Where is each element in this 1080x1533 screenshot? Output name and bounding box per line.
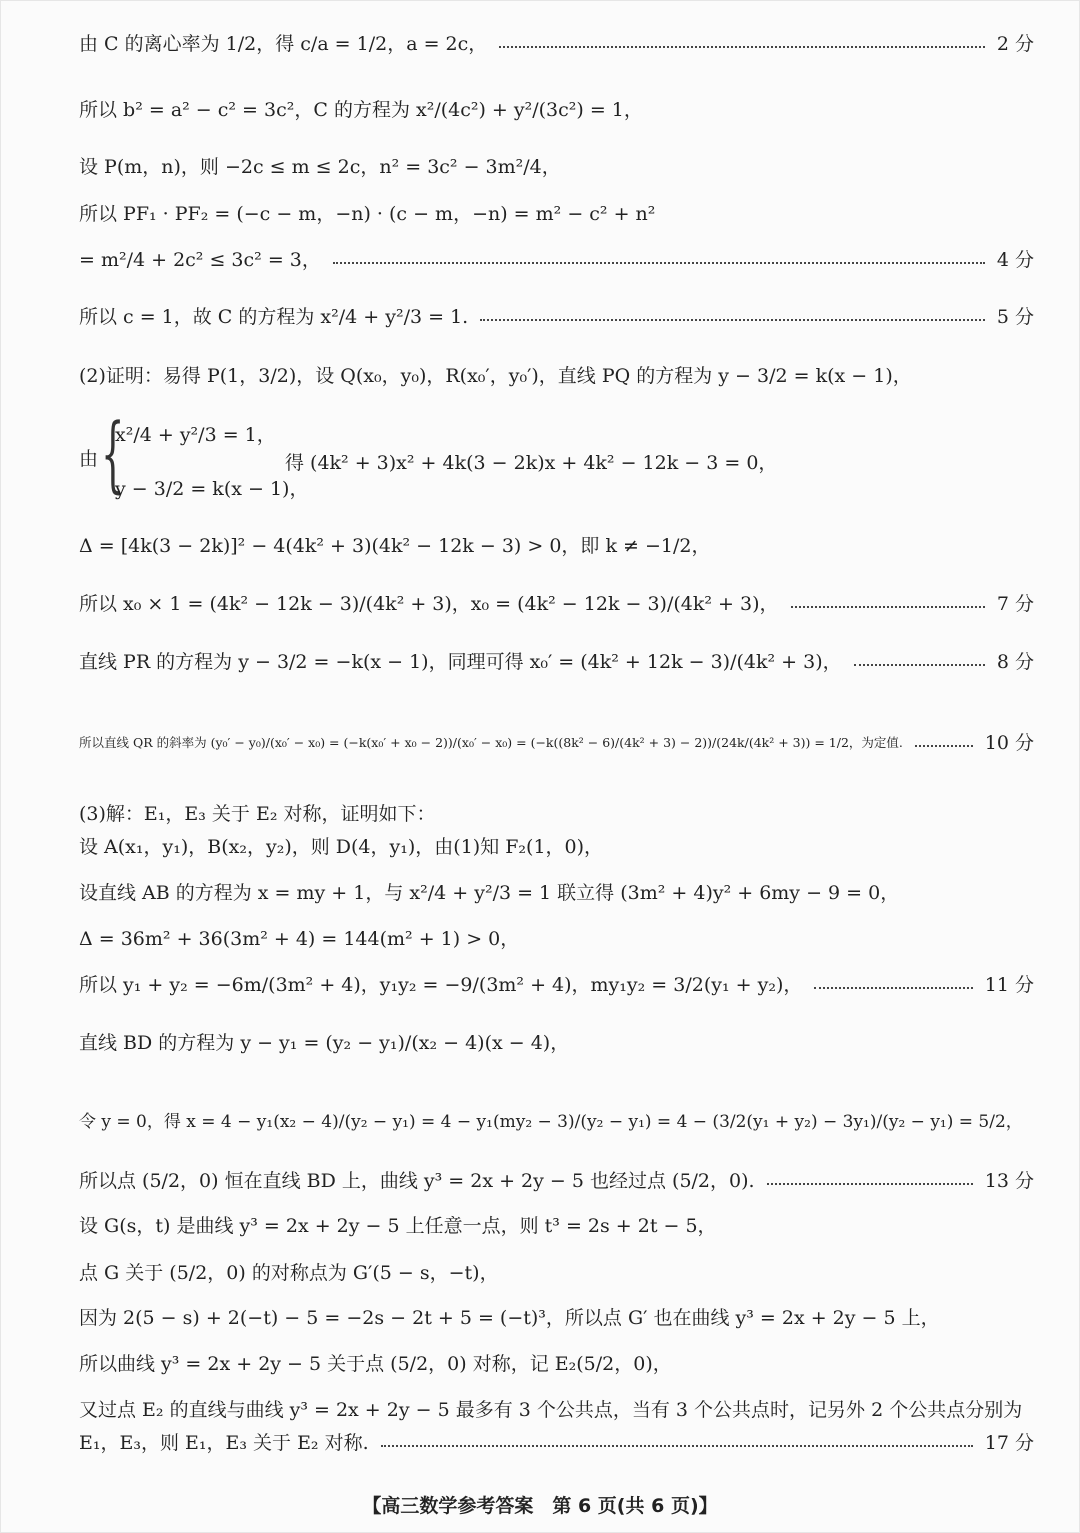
line-8 [79,533,1034,559]
score-mark: 5 分 [996,306,1034,328]
line-text: Δ = [4k(3 − 2k)]² − 4(4k² + 3)(4k² − 12k − 3) > 0，即 k ≠ −1/2， [79,535,711,557]
line-15 [79,926,1034,952]
score-mark: 4 分 [996,249,1034,271]
dot-leader [791,606,985,608]
line-text: 所以曲线 y³ = 2x + 2y − 5 关于点 (5/2，0) 对称，记 E₂(5/2，0)， [79,1353,672,1375]
dot-leader [814,987,972,989]
score-mark: 10 分 [984,732,1034,754]
line-text: 所以直线 QR 的斜率为 (y₀′ − y₀)/(x₀′ − x₀) = (−k(x₀′ + x₀ − 2))/(x₀′ − x₀) = (−k((8k² − 6)/(4k² + 3) − 2))/(24k/(4k² + 3)) = 1/2，为定值. [79,735,903,750]
dot-leader [499,46,985,48]
line-text: 设 G(s，t) 是曲线 y³ = 2x + 2y − 5 上任意一点，则 t³ = 2s + 2t − 5， [79,1215,717,1237]
line-4 [79,201,1034,227]
dot-leader [767,1183,973,1185]
line-text: 由 C 的离心率为 1/2，得 c/a = 1/2，a = 2c， [79,33,488,55]
left-brace: { [101,407,125,502]
line-text: 设 P(m，n)，则 −2c ≤ m ≤ 2c，n² = 3c² − 3m²/4， [79,156,561,178]
line-3 [79,154,1034,180]
line-text: 直线 BD 的方程为 y − y₁ = (y₂ − y₁)/(x₂ − 4)(x − 4)， [79,1032,570,1054]
system-prefix: 由 [79,448,99,470]
line-6 [79,304,1034,330]
line-12 [79,801,1034,827]
score-mark: 7 分 [996,593,1034,615]
dot-leader [854,664,985,666]
line-text: Δ = 36m² + 36(3m² + 4) = 144(m² + 1) > 0， [79,928,520,950]
line-text: 因为 2(5 − s) + 2(−t) − 5 = −2s − 2t + 5 = (−t)³，所以点 G′ 也在曲线 y³ = 2x + 2y − 5 上， [79,1307,940,1329]
page-footer: 【高三数学参考答案 第 6 页(共 6 页)】 [362,1495,718,1517]
line-text: (2)证明：易得 P(1，3/2)，设 Q(x₀，y₀)，R(x₀′，y₀′)，直线 PQ 的方程为 y − 3/2 = k(x − 1)， [79,365,912,387]
line-14 [79,880,1034,906]
dot-leader [480,319,985,321]
line-24 [79,1397,1034,1423]
score-mark: 13 分 [984,1170,1034,1192]
score-mark: 17 分 [984,1432,1034,1454]
equation-system [79,406,979,506]
line-text: 设直线 AB 的方程为 x = my + 1，与 x²/4 + y²/3 = 1 联立得 (3m² + 4)y² + 6my − 9 = 0， [79,882,900,904]
dot-leader [333,262,985,264]
line-text: 直线 PR 的方程为 y − 3/2 = −k(x − 1)，同理可得 x₀′ = (4k² + 12k − 3)/(4k² + 3)， [79,651,842,673]
line-text: 又过点 E₂ 的直线与曲线 y³ = 2x + 2y − 5 最多有 3 个公共点，当有 3 个公共点时，记另外 2 个公共点分别为 [79,1399,1023,1421]
score-mark: 2 分 [996,33,1034,55]
line-11 [79,730,1034,756]
line-text: 所以 x₀ × 1 = (4k² − 12k − 3)/(4k² + 3)，x₀ = (4k² − 12k − 3)/(4k² + 3)， [79,593,779,615]
line-18 [79,1109,1034,1135]
line-text: 所以 PF₁ · PF₂ = (−c − m，−n) · (c − m，−n) = m² − c² + n² [79,203,656,225]
line-7 [79,363,1034,389]
line-text: (3)解：E₁，E₃ 关于 E₂ 对称，证明如下： [79,803,436,825]
line-25 [79,1430,1034,1456]
line-9 [79,591,1034,617]
line-text: E₁，E₃，则 E₁，E₃ 关于 E₂ 对称. [79,1432,369,1454]
line-text: 设 A(x₁，y₁)，B(x₂，y₂)，则 D(4，y₁)，由(1)知 F₂(1，0)， [79,836,604,858]
line-1 [79,31,1034,57]
line-10 [79,649,1034,675]
system-row-1: x²/4 + y²/3 = 1， [115,424,276,446]
line-22 [79,1305,1034,1331]
line-20 [79,1213,1034,1239]
dot-leader [381,1445,973,1447]
system-result: 得 (4k² + 3)x² + 4k(3 − 2k)x + 4k² − 12k − 3 = 0， [285,452,778,474]
line-text: 所以 b² = a² − c² = 3c²，C 的方程为 x²/(4c²) + y²/(3c²) = 1， [79,99,643,121]
line-16 [79,972,1034,998]
score-mark: 8 分 [996,651,1034,673]
line-text: 令 y = 0，得 x = 4 − y₁(x₂ − 4)/(y₂ − y₁) = 4 − y₁(my₂ − 3)/(y₂ − y₁) = 4 − (3/2(y₁ + y₂) − 3y₁)/(y₂ − y₁) = 5/2， [79,1112,1023,1132]
line-2 [79,97,1034,123]
line-text: = m²/4 + 2c² ≤ 3c² = 3， [79,249,321,271]
line-19 [79,1168,1034,1194]
line-text: 所以点 (5/2，0) 恒在直线 BD 上，曲线 y³ = 2x + 2y − 5 也经过点 (5/2，0). [79,1170,755,1192]
score-mark: 11 分 [984,974,1034,996]
line-23 [79,1351,1034,1377]
line-21 [79,1260,1034,1286]
line-17 [79,1030,1034,1056]
line-13 [79,834,1034,860]
line-text: 所以 y₁ + y₂ = −6m/(3m² + 4)，y₁y₂ = −9/(3m² + 4)，my₁y₂ = 3/2(y₁ + y₂)， [79,974,803,996]
line-5 [79,247,1034,273]
line-text: 点 G 关于 (5/2，0) 的对称点为 G′(5 − s，−t)， [79,1262,499,1284]
line-text: 所以 c = 1，故 C 的方程为 x²/4 + y²/3 = 1. [79,306,469,328]
dot-leader [915,745,973,747]
system-row-2: y − 3/2 = k(x − 1)， [115,478,309,500]
